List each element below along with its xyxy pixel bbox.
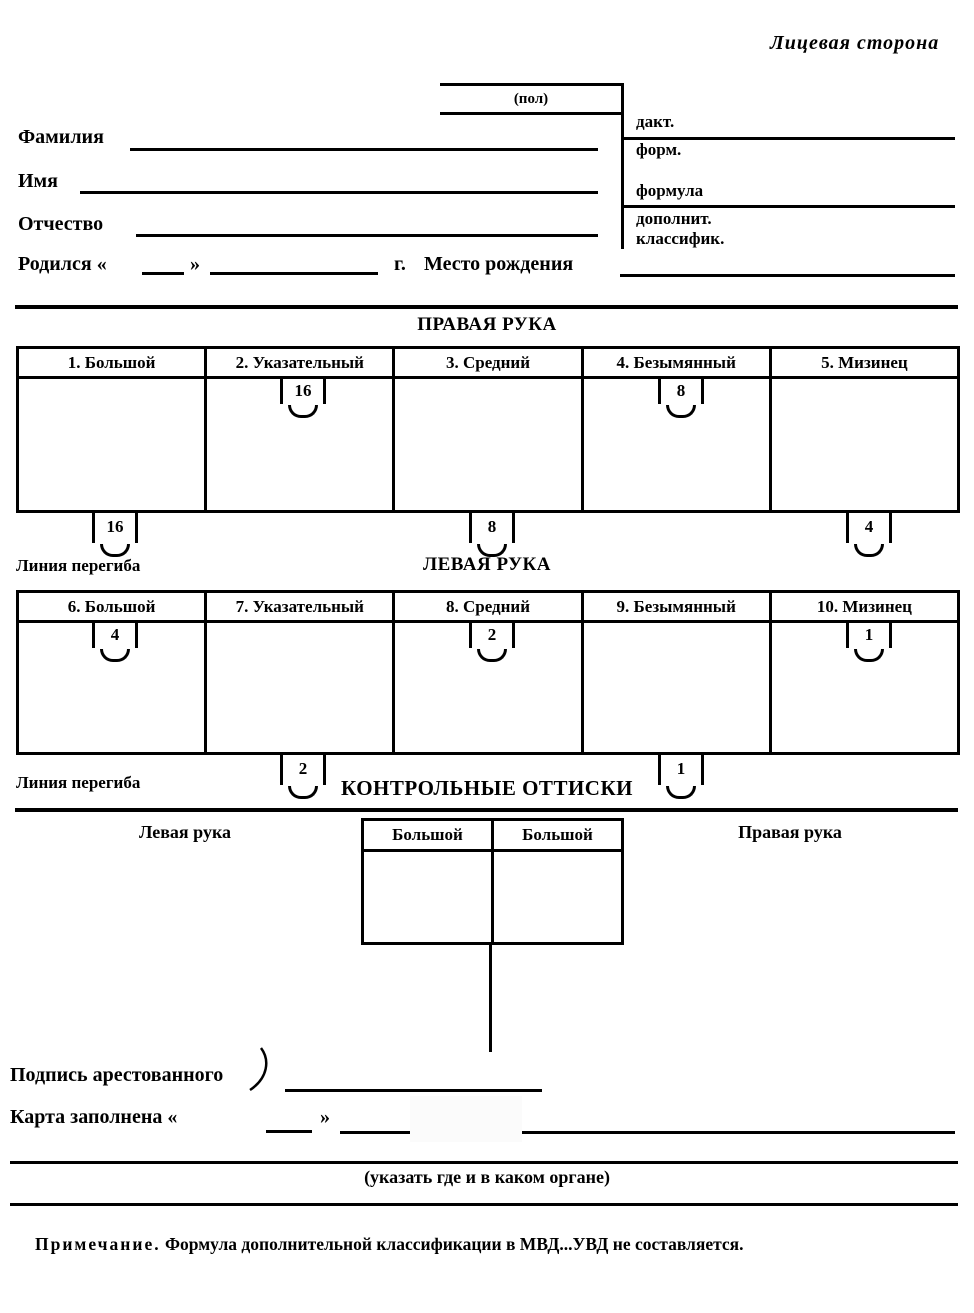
born-date-line[interactable] — [210, 272, 378, 275]
form-label: форм. — [636, 140, 682, 159]
notch-top: 16 — [280, 379, 326, 404]
note-text: Формула дополнительной классификации в МВД...УВД не составляется. — [164, 1234, 744, 1254]
header-divider — [621, 83, 624, 249]
born-label: Родился « — [18, 253, 107, 275]
finger-header-cell: 3. Средний — [395, 349, 583, 376]
dopolnit-label: дополнит. — [636, 209, 712, 228]
right-hand-header-row — [19, 349, 957, 379]
right-hand-title: ПРАВАЯ РУКА — [417, 314, 557, 335]
fingerprint-cell[interactable] — [772, 379, 957, 510]
section-rule-control — [15, 808, 958, 812]
org-hint-label: (указать где и в каком органе) — [364, 1167, 610, 1187]
pen-stroke-mark — [246, 1046, 274, 1092]
fingerprint-cell[interactable] — [395, 379, 583, 510]
finger-header-cell: 5. Мизинец — [821, 352, 908, 372]
notch-bottom: 8 — [469, 513, 515, 543]
finger-header-cell: 2. Указательный — [207, 349, 395, 376]
right-hand-table — [16, 346, 960, 536]
signature-label: Подпись арестованного — [10, 1064, 224, 1086]
name-label: Имя — [18, 170, 58, 192]
thumb-header-cell: Большой — [364, 821, 494, 849]
thumb-print-cell[interactable] — [364, 852, 494, 945]
born-quote-close: » — [190, 253, 200, 275]
whiteout-artifact — [410, 1096, 522, 1142]
finger-header-cell: 1. Большой — [19, 349, 207, 376]
footer-rule-top — [10, 1161, 958, 1164]
birthplace-label: Место рождения — [424, 253, 574, 275]
patronymic-line[interactable] — [136, 234, 598, 237]
card-filled-label: Карта заполнена « — [10, 1106, 178, 1128]
thumb-header-row — [364, 821, 621, 852]
thumbs-stem-line — [489, 945, 492, 1052]
left-hand-title: ЛЕВАЯ РУКА — [422, 554, 552, 575]
formula-line[interactable] — [624, 205, 955, 208]
name-line[interactable] — [80, 191, 598, 194]
formula-label: формула — [636, 181, 704, 200]
fingerprint-cell[interactable] — [19, 379, 207, 510]
year-label: г. — [394, 253, 406, 275]
dakt-label: дакт. — [636, 112, 675, 131]
born-day-line[interactable] — [142, 272, 184, 275]
card-quote-close: » — [320, 1106, 330, 1128]
card-filled-line[interactable] — [340, 1131, 415, 1134]
left-hand-header-row — [19, 593, 957, 623]
thumb-header-cell: Большой — [522, 825, 593, 844]
finger-header-cell: 7. Указательный — [207, 593, 395, 620]
control-thumbs-table — [361, 818, 624, 945]
card-filled-line-2[interactable] — [522, 1131, 955, 1134]
birthplace-line[interactable] — [620, 274, 955, 277]
note-label: Примечание. — [35, 1234, 161, 1254]
signature-line[interactable] — [285, 1089, 542, 1092]
thumb-print-cell[interactable] — [494, 852, 621, 945]
notch-top: 1 — [846, 623, 892, 648]
finger-header-cell: 8. Средний — [395, 593, 583, 620]
patronymic-label: Отчество — [18, 213, 104, 235]
left-hand-table — [16, 590, 960, 778]
finger-header-cell: 4. Безымянный — [584, 349, 772, 376]
thumb-print-row — [364, 852, 621, 945]
front-side-label: Лицевая сторона — [770, 32, 940, 54]
fold-line-label: Линия перегиба — [16, 556, 141, 575]
klassifik-label: классифик. — [636, 229, 725, 248]
sex-field-box[interactable] — [440, 83, 622, 115]
footer-rule-bottom — [10, 1203, 958, 1206]
finger-header-cell: 6. Большой — [19, 593, 207, 620]
sex-field-label: (пол) — [513, 91, 549, 107]
right-hand-print-row — [19, 379, 957, 510]
control-right-hand-label: Правая рука — [738, 822, 842, 842]
fingerprint-cell[interactable] — [584, 623, 772, 752]
notch-bottom: 4 — [846, 513, 892, 543]
surname-line[interactable] — [130, 148, 598, 151]
notch-bottom: 16 — [92, 513, 138, 543]
control-prints-title: КОНТРОЛЬНЫЕ ОТТИСКИ — [340, 776, 634, 800]
notch-bottom: 1 — [658, 755, 704, 785]
fingerprint-cell[interactable] — [207, 623, 395, 752]
fold-line-label: Линия перегиба — [16, 773, 141, 792]
notch-top: 8 — [658, 379, 704, 404]
notch-top: 2 — [469, 623, 515, 648]
finger-header-cell: 9. Безымянный — [584, 593, 772, 620]
notch-top: 4 — [92, 623, 138, 648]
section-rule-top — [15, 305, 958, 309]
card-day-line[interactable] — [266, 1130, 312, 1133]
surname-label: Фамилия — [18, 126, 104, 148]
control-left-hand-label: Левая рука — [138, 822, 232, 842]
finger-header-cell: 10. Мизинец — [816, 596, 912, 616]
notch-bottom: 2 — [280, 755, 326, 785]
note — [35, 1234, 744, 1255]
